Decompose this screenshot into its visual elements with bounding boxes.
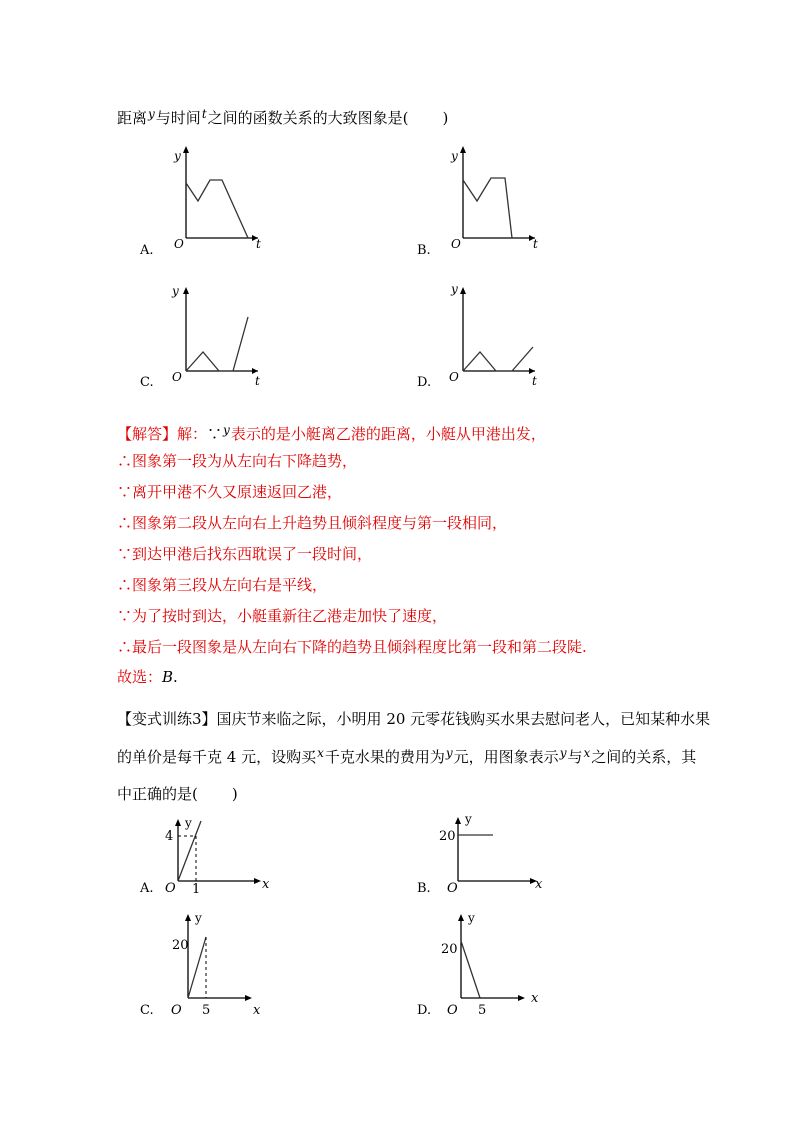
q2-var-x-2: x (583, 746, 591, 760)
solution-line-8: ∴最后一段图象是从左向右下降的趋势且倾斜程度比第一段和第二段陡. (117, 638, 587, 656)
answer-label: 故选： (117, 668, 163, 686)
q2-line-2 (117, 743, 696, 767)
x-axis-arrow-icon (254, 878, 261, 884)
y-axis-label: y (185, 816, 192, 830)
origin-label: O (165, 881, 176, 896)
q2-tag: 【变式训练3】 (117, 710, 217, 728)
y-axis-arrow-icon (183, 287, 189, 294)
q2-text-2c: 元，用图象表示 (453, 748, 559, 766)
solution-var-y: y (223, 423, 230, 437)
q2-text-2a: 的单价是每千克 4 元，设购买 (117, 748, 317, 766)
graph-line (178, 821, 201, 881)
origin-label: O (447, 1003, 458, 1018)
x-axis-label: x (253, 1003, 261, 1018)
t-axis-label: t (255, 374, 260, 388)
because-symbol: ∵ (207, 425, 223, 443)
y-axis-arrow-icon (175, 819, 181, 826)
y-axis-arrow-icon (460, 287, 466, 294)
solution-line-1 (117, 420, 546, 444)
origin-label: O (172, 370, 182, 384)
y-axis-label: y (195, 911, 202, 925)
q2-text-2d: 与 (567, 748, 583, 766)
q1-graph-b (437, 140, 547, 250)
tick-x: 1 (192, 882, 201, 897)
graph-line (188, 937, 206, 998)
q1-var-y: y (148, 107, 155, 121)
tick-y: 20 (172, 938, 189, 953)
q2-text-1: 国庆节来临之际，小明用 20 元零花钱购买水果去慰问老人，已知某种水果 (216, 710, 711, 728)
x-axis-arrow-icon (245, 995, 252, 1001)
solution-text: 表示的是小艇离乙港的距离，小艇从甲港出发， (230, 425, 546, 443)
q2-option-c-label[interactable]: C. (140, 1003, 154, 1018)
q2-var-x: x (317, 746, 324, 760)
q2-graph-a (160, 815, 280, 900)
q2-paren-close: ) (231, 785, 238, 803)
y-axis-arrow-icon (460, 146, 466, 153)
x-axis-label: x (262, 877, 270, 892)
x-axis-arrow-icon (518, 995, 525, 1001)
q1-var-t: t (201, 107, 207, 121)
q2-option-a-label[interactable]: A. (140, 881, 154, 896)
q1-graph-d (437, 275, 547, 388)
solution-line-4: ∴图象第二段从左向右上升趋势且倾斜程度与第一段相同， (117, 514, 508, 532)
tick-x: 5 (478, 1003, 487, 1018)
q2-graph-b (436, 812, 556, 900)
q2-var-y-2: y (559, 746, 567, 760)
q1-option-a-label[interactable]: A. (140, 243, 154, 258)
y-axis-label: y (174, 149, 181, 163)
q2-line-3 (117, 784, 238, 804)
x-axis-label: x (535, 877, 543, 892)
q2-paren-open: ( (192, 785, 198, 803)
t-axis-label: t (533, 237, 538, 251)
q2-graph-d (437, 910, 547, 1020)
y-axis-arrow-icon (185, 914, 191, 921)
graph-line (186, 317, 248, 371)
t-axis-label: t (256, 237, 261, 251)
solution-line-5: ∵到达甲港后找东西耽误了一段时间， (117, 545, 373, 563)
q1-paren-open: ( (402, 109, 409, 127)
solution-line-3: ∵离开甲港不久又原速返回乙港， (117, 483, 343, 501)
solution-answer (117, 667, 178, 687)
solution-line-7: ∵为了按时到达，小艇重新往乙港走加快了速度， (117, 607, 448, 625)
graph-line (463, 178, 512, 238)
q2-var-y: y (445, 746, 453, 760)
solution-tag: 【解答】 (117, 425, 178, 443)
q2-line-1 (117, 709, 710, 729)
q2-option-b-label[interactable]: B. (417, 881, 431, 896)
q2-text-3: 中正确的是 (117, 785, 193, 803)
y-axis-label: y (172, 284, 179, 298)
q1-option-c-label[interactable]: C. (140, 375, 154, 390)
tick-x: 5 (202, 1003, 211, 1018)
t-axis-label: t (532, 374, 537, 388)
graph-line (463, 347, 533, 371)
y-axis-arrow-icon (183, 146, 189, 153)
q1-graph-c (160, 275, 270, 388)
origin-label: O (447, 881, 458, 896)
q1-option-d-label[interactable]: D. (417, 375, 432, 390)
tick-y: 20 (439, 829, 456, 844)
graph-line (186, 180, 248, 238)
origin-label: O (174, 237, 184, 251)
answer-value: B (162, 668, 174, 686)
q2-option-d-label[interactable]: D. (417, 1003, 432, 1018)
y-axis-label: y (465, 812, 472, 826)
y-axis-arrow-icon (455, 817, 461, 824)
y-axis-label: y (468, 911, 475, 925)
q1-stem-text-a: 距离 (117, 109, 148, 127)
solution-intro: 解： (177, 425, 208, 443)
origin-label: O (449, 370, 459, 384)
y-axis-label: y (451, 149, 458, 163)
q1-stem (117, 104, 448, 128)
q2-text-2e: 之间的关系，其 (591, 748, 697, 766)
origin-label: O (171, 1003, 182, 1018)
graph-line (461, 941, 480, 998)
x-axis-label: x (531, 991, 539, 1006)
solution-line-6: ∴图象第三段从左向右是平线， (117, 576, 328, 594)
q1-graph-a (160, 140, 270, 250)
origin-label: O (451, 237, 461, 251)
solution-line-2: ∴图象第一段为从左向右下降趋势， (117, 452, 358, 470)
y-axis-label: y (451, 282, 458, 296)
y-axis-arrow-icon (458, 914, 464, 921)
q2-text-2b: 千克水果的费用为 (324, 748, 445, 766)
q1-stem-text-b: 与时间 (155, 109, 201, 127)
q1-paren-close: ) (442, 109, 449, 127)
q1-stem-text-c: 之间的函数关系的大致图象是 (207, 109, 403, 127)
tick-y: 20 (441, 942, 458, 957)
q1-option-b-label[interactable]: B. (417, 243, 431, 258)
q2-graph-c (168, 910, 278, 1020)
tick-y: 4 (165, 829, 174, 844)
answer-end: . (173, 668, 178, 686)
